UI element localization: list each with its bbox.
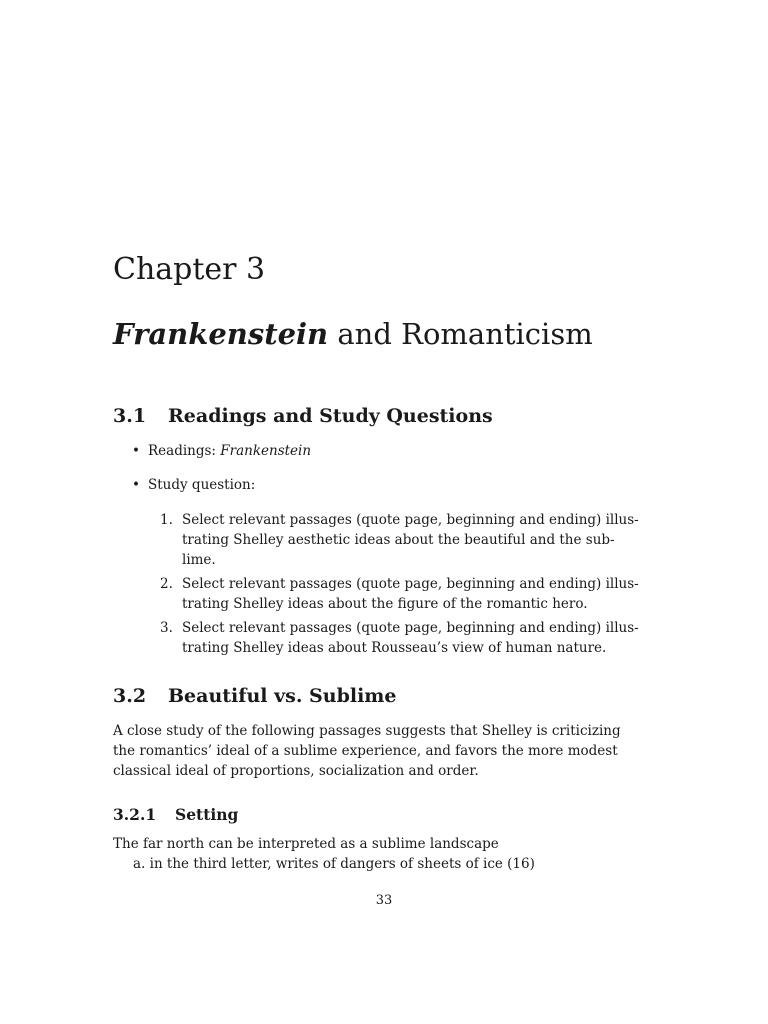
paragraph-line: classical ideal of proportions, socialization and order. [113, 763, 479, 779]
paragraph-line: the romantics’ ideal of a sublime experience, and favors the more modest [113, 743, 618, 759]
chapter-title-rest: and Romanticism [328, 317, 593, 351]
question-line: Select relevant passages (quote page, beginning and ending) illus- [182, 620, 639, 636]
setting-text: The far north can be interpreted as a sublime landscape [113, 836, 499, 852]
section-number: 3.1 [113, 405, 147, 427]
question-line: lime. [182, 552, 216, 568]
subsection-title: Setting [175, 805, 239, 824]
bullet-item-readings [130, 441, 600, 461]
bullet-icon: • [132, 443, 140, 459]
bullet-prefix: Readings: [148, 443, 221, 459]
chapter-title-emphasis: Frankenstein [113, 317, 329, 351]
bullet-emphasis: Frankenstein [220, 443, 312, 459]
question-line: Select relevant passages (quote page, beginning and ending) illus- [182, 576, 639, 592]
study-question-item [160, 510, 639, 570]
section-heading-3-1 [113, 403, 493, 429]
section-heading-3-2 [113, 683, 397, 709]
question-line: Select relevant passages (quote page, beginning and ending) illus- [182, 512, 639, 528]
question-line: trating Shelley ideas about the figure of the romantic hero. [182, 596, 588, 612]
question-number: 3. [160, 620, 173, 636]
study-questions-list [160, 510, 639, 658]
paragraph-line: A close study of the following passages suggests that Shelley is criticizing [113, 723, 621, 739]
question-number: 1. [160, 512, 173, 528]
question-number: 2. [160, 576, 173, 592]
study-question-item [160, 618, 639, 658]
section-title: Readings and Study Questions [168, 405, 493, 427]
question-line: trating Shelley aesthetic ideas about the beautiful and the sub- [182, 532, 615, 548]
bullet-item-study-question [130, 475, 600, 495]
study-question-item [160, 574, 639, 614]
question-line: trating Shelley ideas about Rousseau’s view of human nature. [182, 640, 607, 656]
chapter-title [113, 314, 593, 354]
page-number: 33 [375, 893, 393, 908]
subsection-heading-3-2-1 [113, 804, 238, 826]
section-title: Beautiful vs. Sublime [168, 685, 397, 707]
body-paragraph [113, 721, 621, 781]
chapter-label: Chapter 3 [113, 252, 266, 287]
readings-bullet-list [130, 441, 600, 495]
setting-item: a. in the third letter, writes of dangers of sheets of ice (16) [133, 856, 535, 872]
bullet-prefix: Study question: [148, 477, 256, 493]
bullet-icon: • [132, 477, 140, 493]
section-number: 3.2 [113, 685, 147, 707]
subsection-number: 3.2.1 [113, 805, 157, 824]
